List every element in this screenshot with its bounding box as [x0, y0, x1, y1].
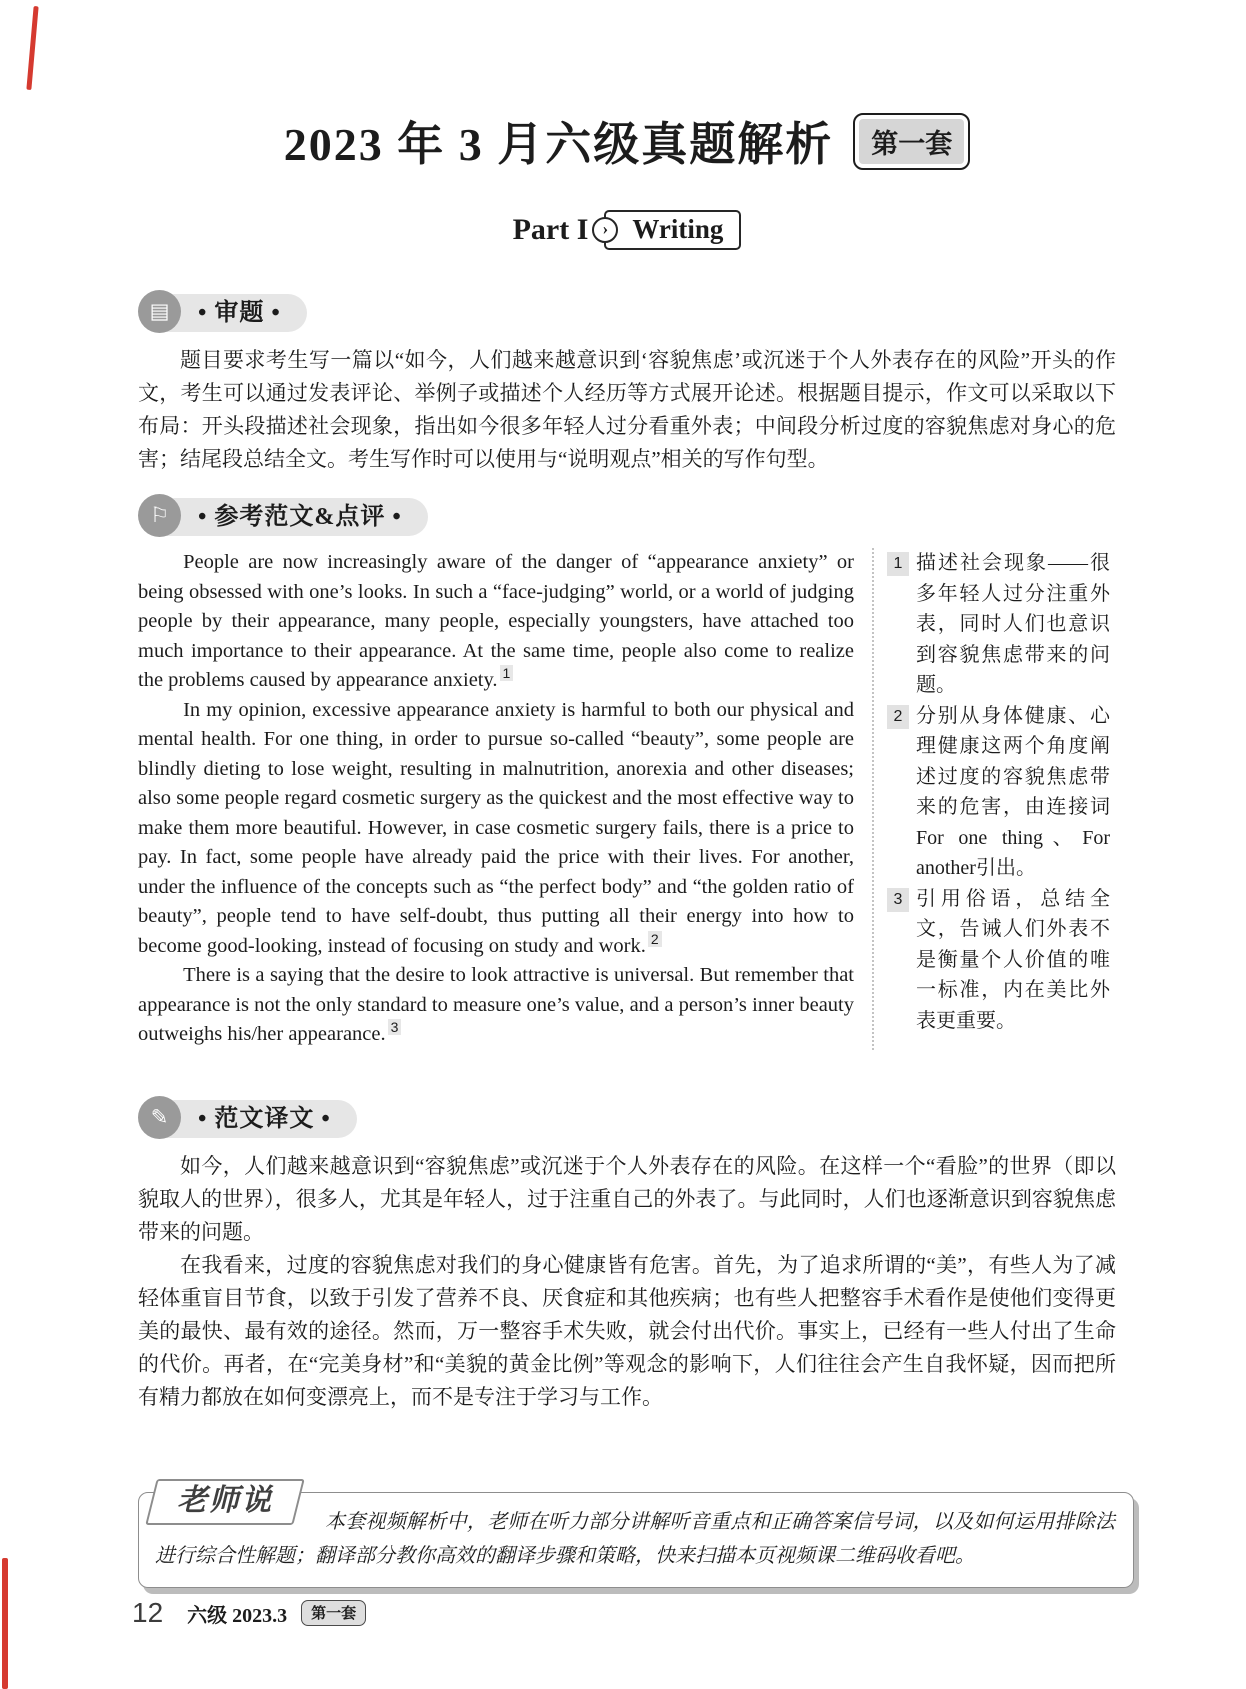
section-header-review — [138, 290, 1116, 336]
section-heading-review: • 审题 • — [160, 294, 307, 332]
review-paragraph: 题目要求考生写一篇以“如今，人们越来越意识到‘容貌焦虑’或沉迷于个人外表存在的风险”开头的作文，考生可以通过发表评论、举例子或描述个人经历等方式展开论述。根据题目提示，作文可以采取以下布局：开头段描述社会现象，指出如今很多年轻人过分看重外表；中间段分析过度的容貌焦虑对身心的危害；结尾段总结全文。考生写作时可以使用与“说明观点”相关的写作句型。 — [138, 348, 1116, 471]
set-badge — [853, 113, 970, 170]
part-name-box — [604, 210, 741, 250]
note-ref-marker: 2 — [648, 931, 662, 947]
part-label: Part I — [512, 213, 589, 246]
section-heading-sample: • 参考范文&点评 • — [160, 498, 428, 536]
document-icon: ▤ — [138, 290, 181, 333]
footer-edition: 六级 2023.3 — [187, 1604, 288, 1627]
teacher-note-text: 本套视频解析中，老师在听力部分讲解听音重点和正确答案信号词，以及如何运用排除法进行综合性解题；翻译部分教你高效的翻译步骤和策略，快来扫描本页视频课二维码收看吧。 — [155, 1510, 1115, 1567]
red-edge-mark-bottom — [2, 1558, 8, 1689]
set-badge-label: 第一套 — [859, 119, 964, 164]
part-name: Writing — [632, 214, 724, 244]
teacher-note-box — [138, 1483, 1134, 1588]
teacher-tab-label: 老师说 — [177, 1483, 273, 1517]
note-text: 引用俗语，总结全文，告诫人们外表不是衡量个人价值的唯一标准，内在美比外表更重要。 — [916, 887, 1110, 1032]
note-text: 分别从身体健康、心理健康这两个角度阐述过度的容貌焦虑带来的危害，由连接词For one thing、For another引出。 — [916, 704, 1110, 879]
note-ref-marker: 1 — [500, 665, 514, 681]
flag-icon: ⚐ — [138, 494, 181, 537]
section-header-sample — [138, 494, 1116, 540]
essay-paragraph — [138, 961, 854, 1050]
essay-paragraph — [138, 696, 854, 962]
page-content — [138, 0, 1116, 1588]
title-row — [138, 0, 1116, 174]
note-item — [887, 701, 1110, 884]
note-ref-marker: 3 — [388, 1019, 402, 1035]
essay-column — [138, 548, 854, 1050]
footer-set-badge: 第一套 — [301, 1600, 366, 1626]
quill-icon: ✎ — [138, 1096, 181, 1139]
essay-paragraph-text: In my opinion, excessive appearance anxiety is harmful to both our physical and mental health. For one thing, in order to pursue so-called “beauty”, some people are blindly dieting to lose weight, resulting in malnutrition, anorexia and other diseases; also some people regard cosmetic surgery as the quickest and the most effective way to make them more beautiful. However, in case cosmetic surgery fails, there is a price to pay. In fact, some people have already paid the price with their lives. For another, under the influence of the concepts such as “the perfect body” and “the golden ratio of beauty”, people tend to have self-doubt, thus putting all their energy into how to become good-looking, instead of focusing on study and work. — [138, 698, 854, 957]
translation-paragraph: 在我看来，过度的容貌焦虑对我们的身心健康皆有危害。首先，为了追求所谓的“美”，有些人为了减轻体重盲目节食，以致于引发了营养不良、厌食症和其他疾病；也有些人把整容手术看作是使他们变得更美的最快、最有效的途径。然而，万一整容手术失败，就会付出代价。事实上，已经有一些人付出了生命的代价。再者，在“完美身材”和“美貌的黄金比例”等观念的影响下，人们往往会产生自我怀疑，因而把所有精力都放在如何变漂亮上，而不是专注于学习与工作。 — [138, 1252, 1116, 1409]
note-number: 3 — [887, 888, 909, 912]
section-header-translation — [138, 1096, 1116, 1142]
part-heading — [138, 210, 1116, 250]
translation-paragraph: 如今，人们越来越意识到“容貌焦虑”或沉迷于个人外表存在的风险。在这样一个“看脸”的世界（即以貌取人的世界），很多人，尤其是年轻人，过于注重自己的外表了。与此同时，人们也逐渐意识到容貌焦虑带来的问题。 — [138, 1153, 1116, 1244]
section-heading-translation: • 范文译文 • — [160, 1100, 357, 1138]
teacher-note-tab — [151, 1479, 299, 1525]
chevron-circle-icon: › — [592, 217, 618, 243]
red-edge-mark-top — [26, 6, 38, 90]
note-number: 2 — [887, 705, 909, 729]
essay-paragraph-text: People are now increasingly aware of the danger of “appearance anxiety” or being obsessed with one’s looks. In such a “face-judging” world, or a world of judging people by their appearance, many people, especially youngsters, have attached too much importance to their appearance. At the same time, people also come to realize the problems caused by appearance anxiety. — [138, 551, 854, 691]
page-title: 2023 年 3 月六级真题解析 — [283, 119, 834, 170]
note-item — [887, 884, 1110, 1037]
sample-essay-columns — [138, 548, 1116, 1050]
note-item — [887, 548, 1110, 701]
page-footer — [132, 1597, 366, 1629]
note-number: 1 — [887, 552, 909, 576]
margin-notes-column — [872, 548, 1110, 1050]
page-number: 12 — [132, 1597, 164, 1628]
essay-paragraph — [138, 548, 854, 696]
essay-paragraph-text: There is a saying that the desire to look attractive is universal. But remember that appearance is not the only standard to measure one’s value, and a person’s inner beauty outweighs his/her appearance. — [138, 964, 854, 1045]
note-text: 描述社会现象——很多年轻人过分注重外表，同时人们也意识到容貌焦虑带来的问题。 — [916, 552, 1110, 696]
